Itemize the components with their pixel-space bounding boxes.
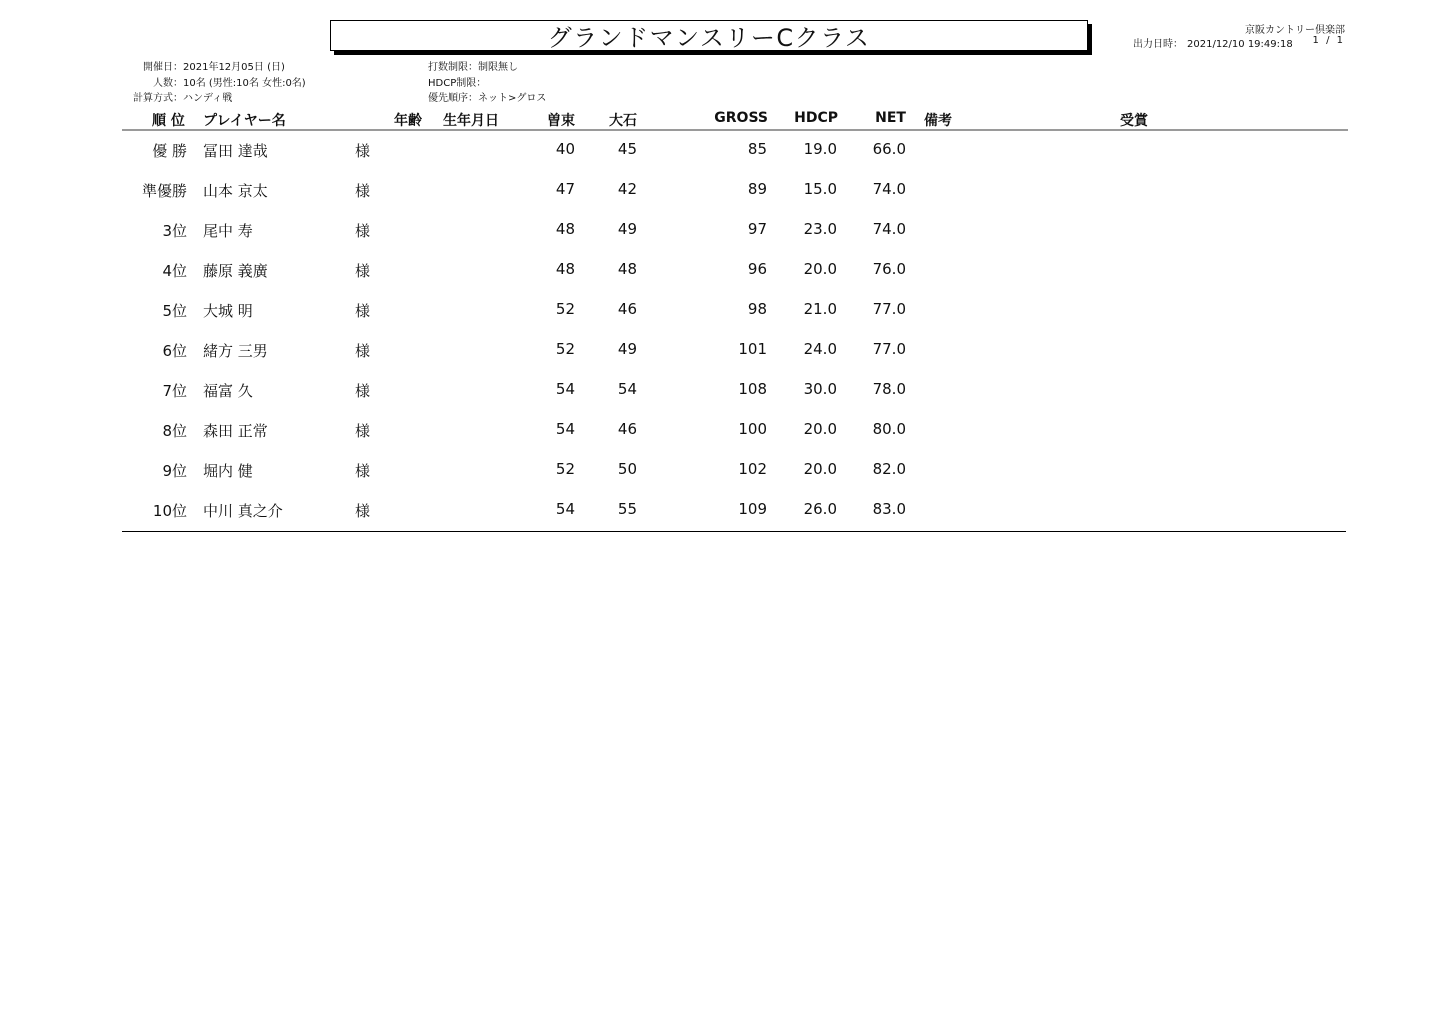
col-header-sosoku: 曽束	[547, 113, 575, 129]
rank-cell: 準優勝	[141, 182, 187, 200]
info-calc-label: 計算方式：	[133, 93, 183, 104]
sosoku-score-cell: 54	[555, 420, 575, 438]
net-cell: 83.0	[872, 500, 906, 518]
honorific-cell: 様	[355, 382, 371, 400]
oishi-score-cell: 45	[617, 140, 637, 158]
oishi-score-cell: 49	[617, 340, 637, 358]
info-priority	[428, 91, 546, 107]
rank-cell: 6位	[162, 342, 187, 360]
gross-cell: 100	[738, 420, 767, 438]
info-count-label: 人数：	[153, 77, 183, 89]
gross-cell: 89	[747, 180, 767, 198]
info-hdcp-limit	[428, 76, 546, 92]
hdcp-cell: 20.0	[803, 460, 837, 478]
col-header-rank: 順 位	[152, 113, 185, 129]
player-name-cell: 福富 久	[203, 382, 253, 400]
report-title-text: グランドマンスリーCクラス	[547, 24, 871, 52]
rank-cell: 優 勝	[152, 142, 187, 160]
oishi-score-cell: 46	[617, 420, 637, 438]
table-row	[0, 500, 1433, 540]
sosoku-score-cell: 47	[555, 180, 575, 198]
hdcp-cell: 26.0	[803, 500, 837, 518]
net-cell: 74.0	[872, 180, 906, 198]
sosoku-score-cell: 54	[555, 380, 575, 398]
col-header-gross: GROSS	[714, 110, 768, 126]
oishi-score-cell: 49	[617, 220, 637, 238]
rank-cell: 7位	[162, 382, 187, 400]
table-row	[0, 300, 1433, 340]
net-cell: 78.0	[872, 380, 906, 398]
rank-cell: 4位	[162, 262, 187, 280]
player-name-cell: 尾中 寿	[203, 222, 253, 240]
gross-cell: 101	[738, 340, 767, 358]
col-header-oishi: 大石	[609, 113, 637, 129]
sosoku-score-cell: 52	[555, 300, 575, 318]
club-name: 京阪カントリー倶楽部	[1245, 25, 1345, 36]
net-cell: 74.0	[872, 220, 906, 238]
net-cell: 80.0	[872, 420, 906, 438]
table-row	[0, 260, 1433, 300]
sosoku-score-cell: 52	[555, 340, 575, 358]
oishi-score-cell: 54	[617, 380, 637, 398]
info-stroke-value: 制限無し	[478, 62, 518, 73]
col-header-note: 備考	[924, 113, 952, 129]
honorific-cell: 様	[355, 182, 371, 200]
info-block-left	[127, 60, 306, 107]
honorific-cell: 様	[355, 262, 371, 280]
info-calc	[127, 91, 306, 107]
table-row	[0, 180, 1433, 220]
hdcp-cell: 20.0	[803, 260, 837, 278]
hdcp-cell: 19.0	[803, 140, 837, 158]
info-hdcp-limit-label: HDCP制限：	[428, 77, 487, 89]
honorific-cell: 様	[355, 502, 371, 520]
info-priority-value: ネット>グロス	[478, 93, 547, 104]
player-name-cell: 藤原 義廣	[203, 262, 268, 280]
net-cell: 77.0	[872, 300, 906, 318]
report-title	[330, 20, 1088, 51]
header-divider	[122, 129, 1348, 131]
honorific-cell: 様	[355, 422, 371, 440]
oishi-score-cell: 55	[617, 500, 637, 518]
table-row	[0, 140, 1433, 180]
hdcp-cell: 30.0	[803, 380, 837, 398]
info-stroke-label: 打数制限：	[428, 62, 478, 73]
player-name-cell: 堀内 健	[203, 462, 253, 480]
player-name-cell: 冨田 達哉	[203, 142, 268, 160]
col-header-award: 受賞	[1120, 113, 1148, 129]
oishi-score-cell: 48	[617, 260, 637, 278]
hdcp-cell: 20.0	[803, 420, 837, 438]
honorific-cell: 様	[355, 142, 371, 160]
gross-cell: 98	[747, 300, 767, 318]
gross-cell: 97	[747, 220, 767, 238]
oishi-score-cell: 46	[617, 300, 637, 318]
table-row	[0, 460, 1433, 500]
hdcp-cell: 24.0	[803, 340, 837, 358]
table-bottom-rule	[122, 531, 1346, 532]
net-cell: 66.0	[872, 140, 906, 158]
printed-label: 出力日時：	[1133, 39, 1183, 50]
honorific-cell: 様	[355, 462, 371, 480]
player-name-cell: 森田 正常	[203, 422, 268, 440]
gross-cell: 109	[738, 500, 767, 518]
sosoku-score-cell: 52	[555, 460, 575, 478]
sosoku-score-cell: 54	[555, 500, 575, 518]
sosoku-score-cell: 48	[555, 260, 575, 278]
hdcp-cell: 21.0	[803, 300, 837, 318]
info-calc-value: ハンディ戦	[183, 93, 233, 104]
honorific-cell: 様	[355, 342, 371, 360]
net-cell: 76.0	[872, 260, 906, 278]
info-priority-label: 優先順序：	[428, 93, 478, 104]
honorific-cell: 様	[355, 222, 371, 240]
info-date-value: 2021年12月05日 (日)	[183, 62, 285, 73]
hdcp-cell: 23.0	[803, 220, 837, 238]
table-row	[0, 420, 1433, 460]
rank-cell: 5位	[162, 302, 187, 320]
player-name-cell: 大城 明	[203, 302, 253, 320]
col-header-player: プレイヤー名	[203, 113, 286, 129]
gross-cell: 96	[747, 260, 767, 278]
col-header-hdcp: HDCP	[794, 110, 838, 126]
player-name-cell: 山本 京太	[203, 182, 268, 200]
gross-cell: 85	[747, 140, 767, 158]
rank-cell: 10位	[152, 502, 187, 520]
table-row	[0, 380, 1433, 420]
sosoku-score-cell: 40	[555, 140, 575, 158]
net-cell: 77.0	[872, 340, 906, 358]
info-date	[127, 60, 306, 76]
col-header-birth: 生年月日	[443, 113, 499, 129]
info-count	[127, 76, 306, 92]
rank-cell: 3位	[162, 222, 187, 240]
honorific-cell: 様	[355, 302, 371, 320]
table-row	[0, 340, 1433, 380]
info-count-value: 10名 (男性:10名 女性:0名)	[183, 77, 306, 89]
printed-value: 2021/12/10 19:49:18	[1187, 39, 1293, 50]
printed-datetime	[1133, 35, 1297, 50]
rank-cell: 8位	[162, 422, 187, 440]
sosoku-score-cell: 48	[555, 220, 575, 238]
gross-cell: 108	[738, 380, 767, 398]
col-header-age: 年齢	[394, 113, 422, 129]
info-block-middle	[428, 60, 546, 107]
col-header-net: NET	[875, 110, 906, 126]
hdcp-cell: 15.0	[803, 180, 837, 198]
player-name-cell: 中川 真之介	[203, 502, 283, 520]
info-date-label: 開催日：	[143, 62, 183, 73]
rank-cell: 9位	[162, 462, 187, 480]
net-cell: 82.0	[872, 460, 906, 478]
info-stroke-limit	[428, 60, 546, 76]
table-row	[0, 220, 1433, 260]
gross-cell: 102	[738, 460, 767, 478]
page-number: 1 / 1	[1312, 35, 1345, 46]
player-name-cell: 緒方 三男	[203, 342, 268, 360]
oishi-score-cell: 42	[617, 180, 637, 198]
oishi-score-cell: 50	[617, 460, 637, 478]
